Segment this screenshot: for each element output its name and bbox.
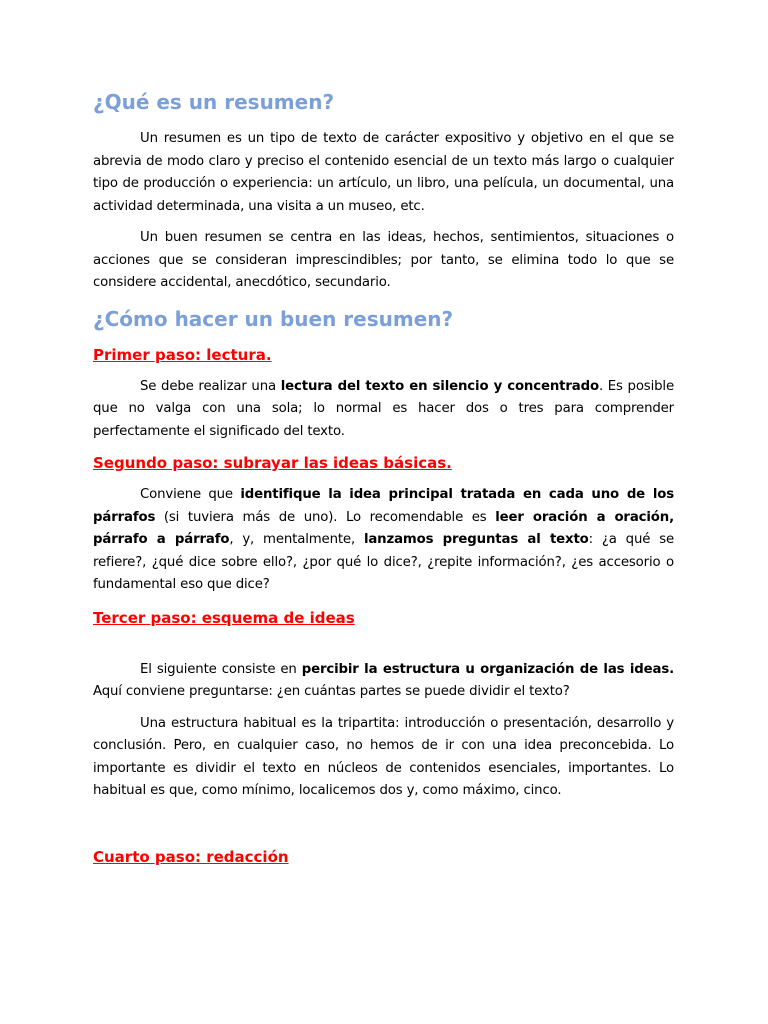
paragraph-step-3-structure xyxy=(93,659,674,704)
paragraph-definition xyxy=(93,128,674,218)
text-run: Se debe realizar una xyxy=(140,378,281,394)
text-run: Una estructura habitual es la tripartita: introducción o presentación, desarrollo y conclusión. Pero, en cualquier caso, no hemos de ir con una idea preconcebida. Lo importante es dividir el texto en núcleos de contenidos esenciales, importantes. Lo habitual es que, como mínimo, localicemos dos y, como máximo, cinco. xyxy=(93,715,674,798)
paragraph-buen-resumen xyxy=(93,227,674,295)
bold-text: lanzamos preguntas al texto xyxy=(363,532,589,547)
heading-como-hacer: ¿Cómo hacer un buen resumen? xyxy=(93,306,454,331)
bold-text: lectura del texto en silencio y concentrado xyxy=(280,378,599,394)
step-1-title: Primer paso: lectura. xyxy=(93,345,272,364)
text-run: Aquí conviene preguntarse: ¿en cuántas partes se puede dividir el texto? xyxy=(93,684,570,699)
step-3-title: Tercer paso: esquema de ideas xyxy=(93,608,355,627)
heading-que-es-resumen: ¿Qué es un resumen? xyxy=(93,90,335,114)
text-run: : ¿a qué se refiere?, ¿qué dice sobre ello?, ¿por qué lo dice?, ¿repite información?, ¿es accesorio o fundamental eso que dice? xyxy=(93,532,674,592)
step-4-title: Cuarto paso: redacción xyxy=(93,847,289,866)
text-run: Un buen resumen se centra en las ideas, hechos, sentimientos, situaciones o acciones que se consideran imprescindibles; por tanto, se elimina todo lo que se considere accidental, anecdótico, secundario. xyxy=(93,230,674,290)
step-2-title: Segundo paso: subrayar las ideas básicas. xyxy=(93,454,452,472)
bold-text: percibir la estructura u organización de las ideas. xyxy=(301,661,674,677)
text-run: (si tuviera más de uno). Lo recomendable es xyxy=(155,509,496,525)
paragraph-step-1 xyxy=(93,376,674,444)
text-run: . Es posible que no valga con una sola; lo normal es hacer dos o tres para comprender perfectamente el significado del texto. xyxy=(93,378,674,439)
bold-text: identifique la idea principal tratada en cada uno de los párrafos xyxy=(93,487,674,525)
text-run: Un resumen es un tipo de texto de carácter expositivo y objetivo en el que se abrevia de modo claro y preciso el contenido esencial de un texto más largo o cualquier tipo de producción o experiencia: un artículo, un libro, una película, un documental, una actividad determinada, una visita a un museo, etc. xyxy=(93,131,674,214)
bold-text: leer oración a oración, párrafo a párrafo xyxy=(93,509,675,547)
text-run: El siguiente consiste en xyxy=(140,661,302,677)
text-run: , y, mentalmente, xyxy=(229,532,364,547)
paragraph-step-3-tripartita xyxy=(93,713,674,803)
text-run: Conviene que xyxy=(140,487,241,502)
paragraph-step-2 xyxy=(93,484,674,597)
